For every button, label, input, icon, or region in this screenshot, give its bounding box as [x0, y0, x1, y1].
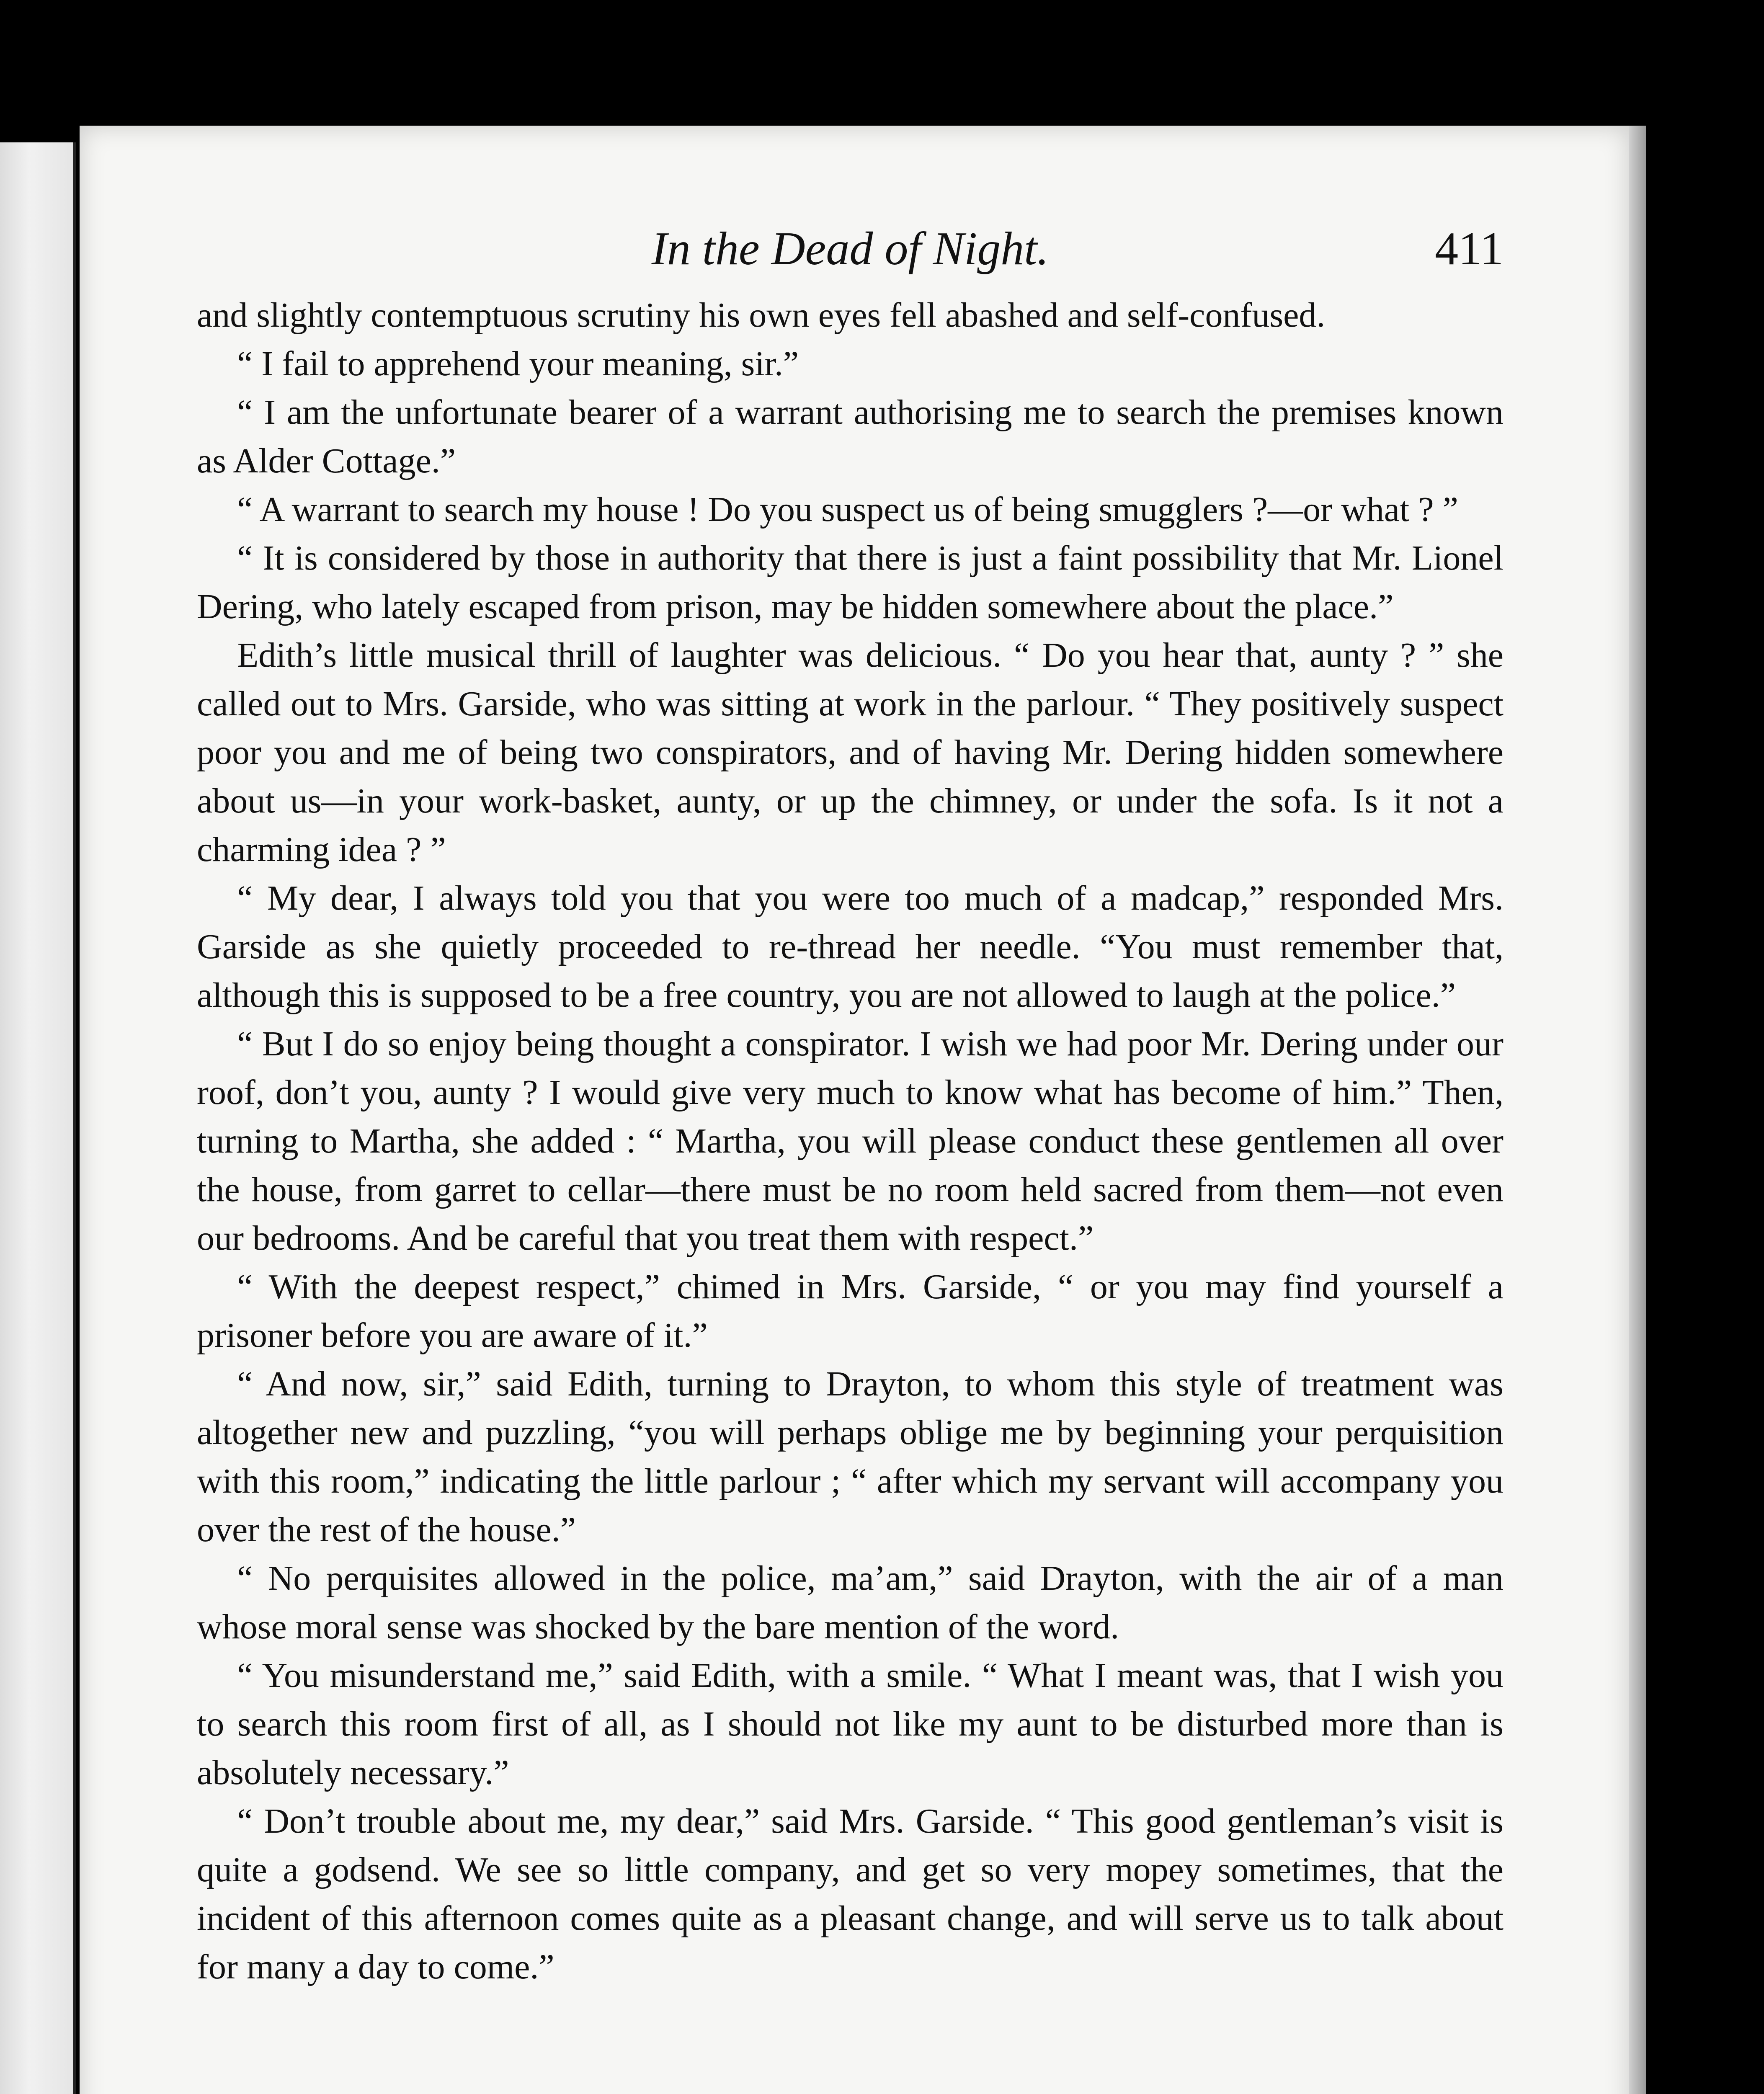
right-page-edge [1629, 126, 1646, 2094]
paragraph: and slightly contemptuous scrutiny his own eyes fell abashed and self-confused. [197, 296, 1326, 335]
paragraph: “ With the deepest respect,” chimed in Mrs. Garside, “ or you may find yourself a prisoner before you are aware of it.” [197, 1267, 1504, 1355]
paragraph: “ I am the unfortunate bearer of a warrant authorising me to search the premises known as Alder Cottage.” [197, 393, 1504, 480]
paragraph: “ But I do so enjoy being thought a conspirator. I wish we had poor Mr. Dering under our roof, don’t you, aunty ? I would give very much to know what has become of him.” Then, turning to Martha, she added : “ Martha, you will please conduct these gentlemen all over the house, from garret to cellar—there must be no room held sacred from them—not even our bedrooms. And be careful that you treat them with respect.” [197, 1024, 1504, 1258]
paragraph: “ A warrant to search my house ! Do you suspect us of being smugglers ?—or what ? ” [237, 490, 1458, 529]
paragraph: “ It is considered by those in authority that there is just a faint possibility that Mr. Lionel Dering, who lately escaped from prison, may be hidden somewhere about the place.” [197, 539, 1504, 626]
paragraph: “ I fail to apprehend your meaning, sir.” [237, 344, 799, 383]
body-text [197, 291, 1504, 1991]
paragraph: “ Don’t trouble about me, my dear,” said Mrs. Garside. “ This good gentleman’s visit is quite a godsend. We see so little company, and get so very mopey sometimes, that the incident of this afternoon comes quite as a pleasant change, and will serve us to talk about for many a day to come.” [197, 1802, 1504, 1986]
running-title: In the Dead of Night. [651, 223, 1049, 275]
book-page [80, 126, 1629, 2094]
paragraph: “ My dear, I always told you that you were too much of a madcap,” responded Mrs. Garside as she quietly proceeded to re-thread her needle. “You must remember that, although this is supposed to be a free country, you are not allowed to laugh at the police.” [197, 879, 1504, 1015]
left-page-edge [0, 142, 76, 2094]
paragraph: “ And now, sir,” said Edith, turning to Drayton, to whom this style of treatment was altogether new and puzzling, “you will perhaps oblige me by beginning your perquisition with this room,” indicating the little parlour ; “ after which my servant will accompany you over the rest of the house.” [197, 1364, 1504, 1549]
paragraph: Edith’s little musical thrill of laughter was delicious. “ Do you hear that, aunty ? ” she called out to Mrs. Garside, who was sitting at work in the parlour. “ They positively suspect poor you and me of being two conspirators, and of having Mr. Dering hidden somewhere about us—in your work-basket, aunty, or up the chimney, or under the sofa. Is it not a charming idea ? ” [197, 636, 1504, 869]
paragraph: “ You misunderstand me,” said Edith, with a smile. “ What I meant was, that I wish you to search this room first of all, as I should not like my aunt to be disturbed more than is absolutely necessary.” [197, 1656, 1504, 1792]
page-number: 411 [1435, 223, 1504, 275]
paragraph: “ No perquisites allowed in the police, ma’am,” said Drayton, with the air of a man whose moral sense was shocked by the bare mention of the word. [197, 1559, 1504, 1646]
